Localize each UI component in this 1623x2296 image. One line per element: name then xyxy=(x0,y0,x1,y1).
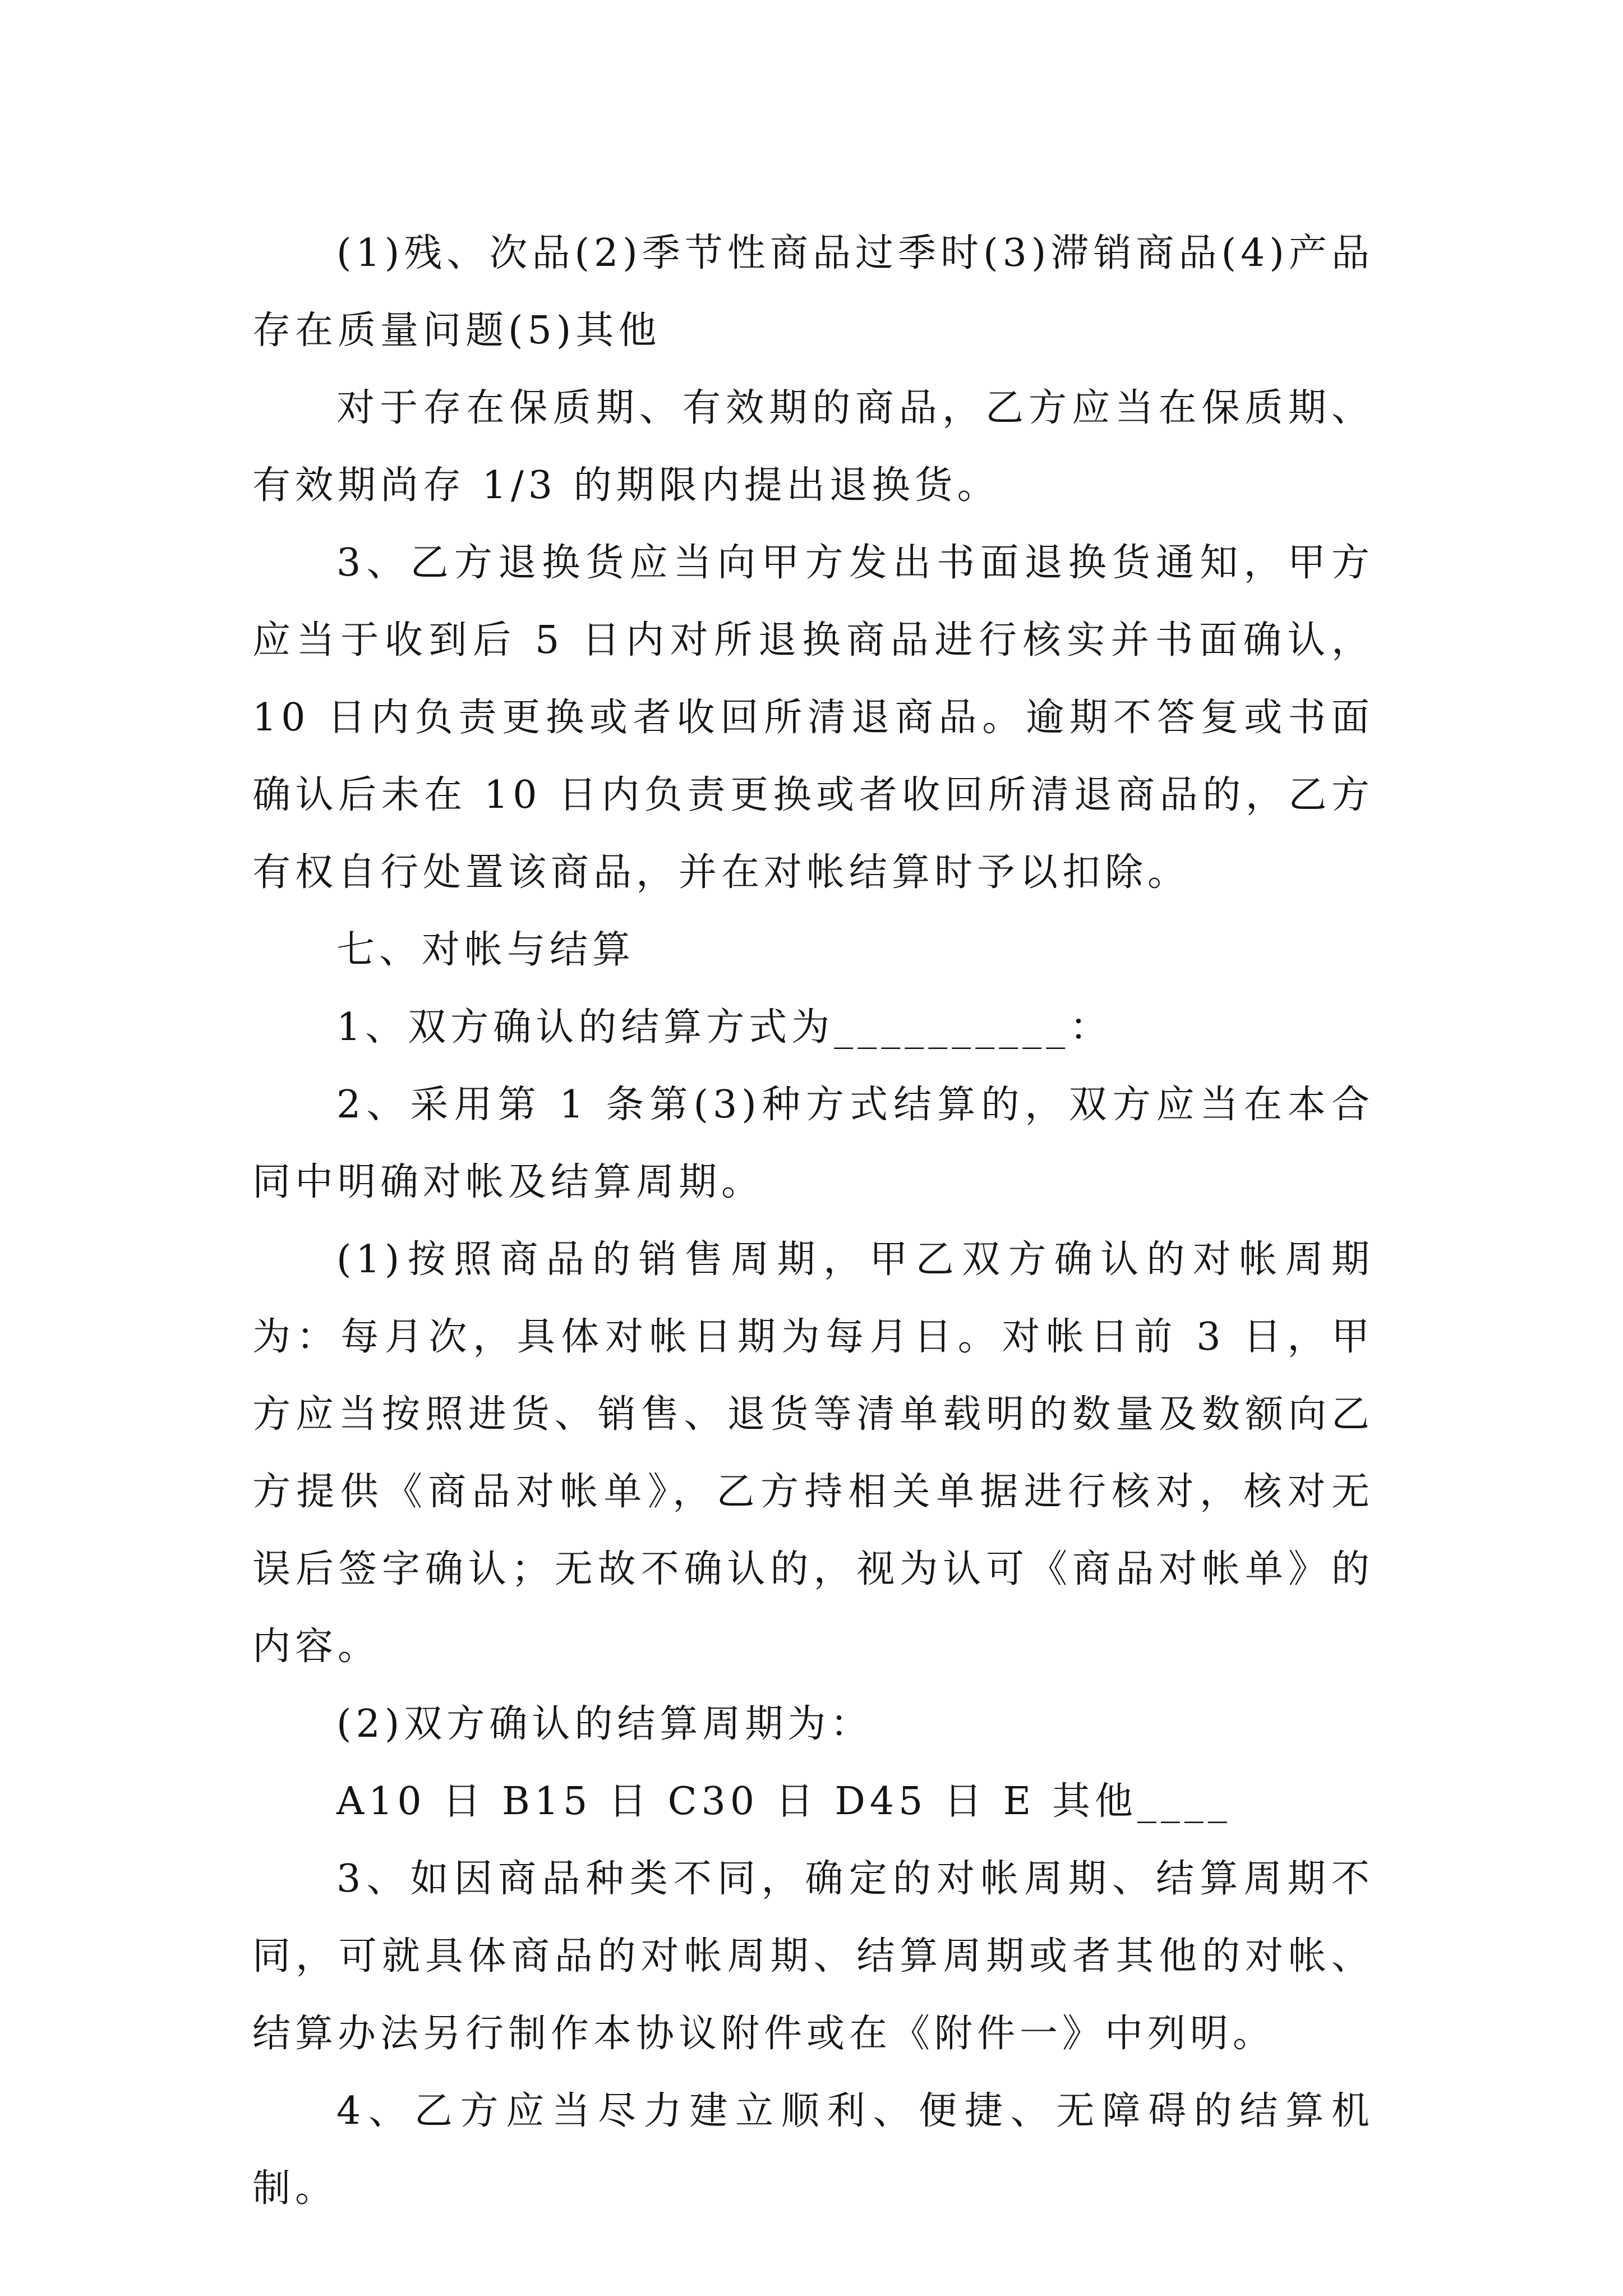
paragraph-settlement-method: 1、双方确认的结算方式为__________： xyxy=(336,1005,1113,1050)
paragraph-product-types: 3、如因商品种类不同，确定的对帐周期、结算周期不同，可就具体商品的对帐周期、结算周期或者其他的对帐、结算办法另行制作本协议附件或在《附件一》中列明。 xyxy=(252,1857,1374,2056)
paragraph-settlement-mechanism: 4、乙方应当尽力建立顺利、便捷、无障碍的结算机制。 xyxy=(252,2089,1374,2211)
paragraph-settlement-cycle-clause: 2、采用第 1 条第(3)种方式结算的，双方应当在本合同中明确对帐及结算周期。 xyxy=(252,1083,1374,1204)
section-heading-reconciliation: 七、对帐与结算 xyxy=(336,928,635,972)
document-body xyxy=(252,215,1374,2228)
paragraph-settlement-period: (2)双方确认的结算周期为： xyxy=(336,1702,873,1746)
paragraph-return-conditions: (1)残、次品(2)季节性商品过季时(3)滞销商品(4)产品存在质量问题(5)其他 xyxy=(252,231,1374,353)
paragraph-settlement-options: A10 日 B15 日 C30 日 D45 日 E 其他____ xyxy=(336,1779,1232,1824)
paragraph-return-notice: 3、乙方退换货应当向甲方发出书面退换货通知，甲方应当于收到后 5 日内对所退换商品进行核实并书面确认，10 日内负责更换或者收回所清退商品。逾期不答复或书面确认后未在 10 日内负责更换或者收回所清退商品的，乙方有权自行处置该商品，并在对帐结算时予以扣除。 xyxy=(252,541,1374,895)
paragraph-reconciliation-period: (1)按照商品的销售周期，甲乙双方确认的对帐周期为：每月次，具体对帐日期为每月日。对帐日前 3 日，甲方应当按照进货、销售、退货等清单载明的数量及数额向乙方提供《商品对帐单》，乙方持相关单据进行核对，核对无误后签字确认；无故不确认的，视为认可《商品对帐单》的内容。 xyxy=(252,1237,1374,1669)
paragraph-shelf-life: 对于存在保质期、有效期的商品，乙方应当在保质期、有效期尚存 1/3 的期限内提出退换货。 xyxy=(252,386,1374,508)
